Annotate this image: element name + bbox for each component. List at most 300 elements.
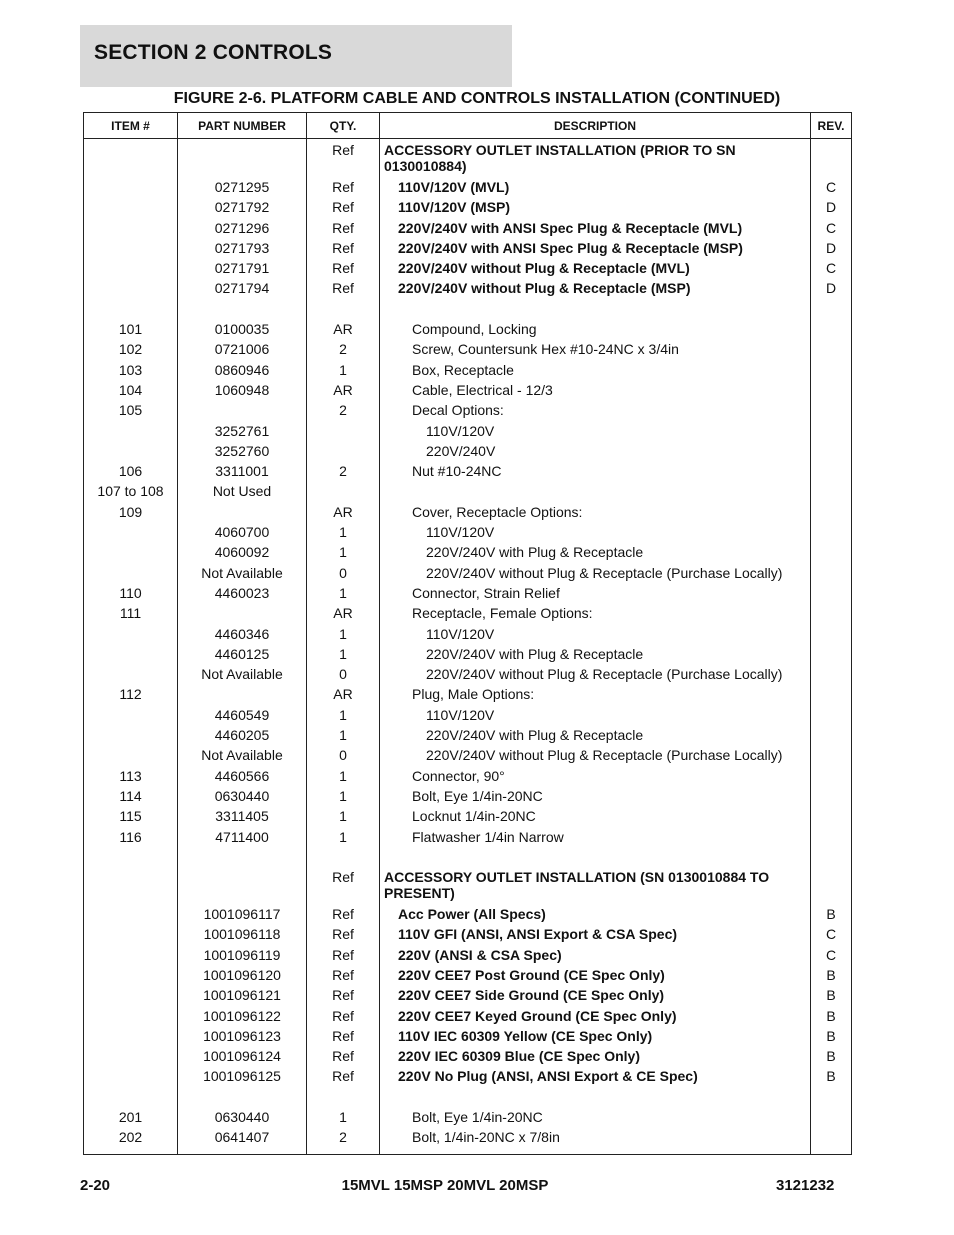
description-text: 110V/120V [426, 706, 495, 723]
revision-cell [811, 524, 852, 544]
table-row [84, 1028, 852, 1048]
description-cell [380, 605, 811, 625]
table-row [84, 1089, 852, 1109]
description-cell [380, 565, 811, 585]
table-row [84, 240, 852, 260]
table-row [84, 707, 852, 727]
part-number-cell: 0271794 [178, 280, 307, 300]
section-title: SECTION 2 CONTROLS [94, 41, 333, 64]
description-text: 110V/120V [426, 524, 495, 541]
quantity-cell: 2 [307, 341, 380, 361]
description-text: Cable, Electrical - 12/3 [412, 381, 553, 398]
description-text: 220V/240V without Plug & Receptacle (MVL) [398, 260, 690, 277]
part-number-cell: 4460205 [178, 727, 307, 747]
description-cell [380, 829, 811, 849]
parts-table [83, 112, 852, 1155]
description-cell [380, 1089, 811, 1109]
table-row [84, 280, 852, 300]
part-number-cell: 0271791 [178, 260, 307, 280]
part-number-cell: 3311001 [178, 463, 307, 483]
description-cell [380, 179, 811, 199]
table-row [84, 179, 852, 199]
revision-cell [811, 301, 852, 321]
part-number-cell: 4460125 [178, 646, 307, 666]
part-number-cell: 4460549 [178, 707, 307, 727]
part-number-cell: 4460346 [178, 626, 307, 646]
part-number-cell: 1001096122 [178, 1008, 307, 1028]
item-number-cell [84, 869, 178, 906]
table-row [84, 967, 852, 987]
quantity-cell: 1 [307, 727, 380, 747]
description-cell [380, 260, 811, 280]
part-number-cell: 4711400 [178, 829, 307, 849]
quantity-cell: 1 [307, 544, 380, 564]
part-number-cell: 3252761 [178, 423, 307, 443]
quantity-cell: 1 [307, 768, 380, 788]
revision-cell: C [811, 220, 852, 240]
part-number-cell [178, 1089, 307, 1109]
item-number-cell: 114 [84, 788, 178, 808]
description-cell [380, 788, 811, 808]
quantity-cell: Ref [307, 967, 380, 987]
revision-cell [811, 1089, 852, 1109]
table-row [84, 1048, 852, 1068]
page-number: 2-20 [80, 1177, 111, 1194]
table-row [84, 646, 852, 666]
revision-cell [811, 483, 852, 503]
description-text: 220V/240V with Plug & Receptacle [426, 727, 644, 744]
table-row [84, 686, 852, 706]
revision-cell: B [811, 967, 852, 987]
table-row [84, 443, 852, 463]
description-text: 220V/240V with ANSI Spec Plug & Receptacle (MVL) [398, 219, 743, 236]
description-cell [380, 362, 811, 382]
quantity-cell: Ref [307, 1028, 380, 1048]
description-cell [380, 626, 811, 646]
item-number-cell [84, 301, 178, 321]
part-number-cell: 4460566 [178, 768, 307, 788]
part-number-cell: 0271296 [178, 220, 307, 240]
item-number-cell: 116 [84, 829, 178, 849]
revision-cell: D [811, 280, 852, 300]
item-number-cell [84, 1068, 178, 1088]
description-cell [380, 1048, 811, 1068]
item-number-cell [84, 524, 178, 544]
description-cell [380, 544, 811, 564]
revision-cell [811, 869, 852, 906]
description-cell [380, 906, 811, 926]
description-text: Flatwasher 1/4in Narrow [412, 828, 564, 845]
revision-cell [811, 727, 852, 747]
item-number-cell [84, 220, 178, 240]
part-number-cell: 0721006 [178, 341, 307, 361]
description-text: 220V/240V with Plug & Receptacle [426, 544, 644, 561]
part-number-cell: 1001096120 [178, 967, 307, 987]
revision-cell [811, 585, 852, 605]
part-number-cell: Not Available [178, 565, 307, 585]
description-cell [380, 524, 811, 544]
item-number-cell [84, 626, 178, 646]
quantity-cell [307, 443, 380, 463]
table-row [84, 301, 852, 321]
description-cell [380, 402, 811, 422]
revision-cell [811, 504, 852, 524]
description-cell [380, 280, 811, 300]
item-number-cell: 202 [84, 1129, 178, 1154]
description-cell [380, 768, 811, 788]
quantity-cell: AR [307, 686, 380, 706]
description-cell [380, 967, 811, 987]
table-row [84, 788, 852, 808]
quantity-cell: 1 [307, 362, 380, 382]
revision-cell [811, 544, 852, 564]
quantity-cell: 0 [307, 565, 380, 585]
description-cell [380, 382, 811, 402]
table-row [84, 382, 852, 402]
description-text: 220V CEE7 Post Ground (CE Spec Only) [398, 966, 665, 983]
item-number-cell: 101 [84, 321, 178, 341]
table-row [84, 504, 852, 524]
description-text: Bolt, Eye 1/4in-20NC [412, 787, 543, 804]
column-header-part-number: PART NUMBER [178, 113, 307, 139]
table-row [84, 423, 852, 443]
description-cell [380, 199, 811, 219]
quantity-cell [307, 849, 380, 869]
description-text: 220V CEE7 Keyed Ground (CE Spec Only) [398, 1007, 677, 1024]
quantity-cell: AR [307, 504, 380, 524]
description-text: 220V/240V without Plug & Receptacle (Purchase Locally) [426, 564, 783, 581]
part-number-cell [178, 869, 307, 906]
table-row [84, 321, 852, 341]
item-number-cell: 104 [84, 382, 178, 402]
quantity-cell: 1 [307, 524, 380, 544]
quantity-cell [307, 301, 380, 321]
description-text: ACCESSORY OUTLET INSTALLATION (SN 0130010884 TO PRESENT) [384, 869, 770, 902]
item-number-cell [84, 443, 178, 463]
part-number-cell: 1001096123 [178, 1028, 307, 1048]
quantity-cell: 0 [307, 747, 380, 767]
description-text: 220V (ANSI & CSA Spec) [398, 946, 562, 963]
revision-cell [811, 646, 852, 666]
description-text: 110V/120V (MVL) [398, 179, 510, 195]
item-number-cell [84, 849, 178, 869]
description-cell [380, 463, 811, 483]
item-number-cell [84, 987, 178, 1007]
description-cell [380, 443, 811, 463]
item-number-cell [84, 240, 178, 260]
column-header-description: DESCRIPTION [380, 113, 811, 139]
description-text: 220V No Plug (ANSI, ANSI Export & CE Spec) [398, 1068, 698, 1085]
quantity-cell: AR [307, 382, 380, 402]
item-number-cell: 110 [84, 585, 178, 605]
table-row [84, 605, 852, 625]
description-cell [380, 1109, 811, 1129]
part-number-cell: 1001096125 [178, 1068, 307, 1088]
revision-cell [811, 666, 852, 686]
section-banner [80, 25, 512, 87]
item-number-cell: 109 [84, 504, 178, 524]
description-text: Cover, Receptacle Options: [412, 503, 583, 520]
description-text: Bolt, Eye 1/4in-20NC [412, 1109, 543, 1126]
revision-cell [811, 463, 852, 483]
description-cell [380, 747, 811, 767]
table-row [84, 483, 852, 503]
quantity-cell: 1 [307, 585, 380, 605]
item-number-cell: 103 [84, 362, 178, 382]
item-number-cell: 201 [84, 1109, 178, 1129]
part-number-cell [178, 301, 307, 321]
description-cell [380, 240, 811, 260]
description-cell [380, 947, 811, 967]
revision-cell: D [811, 240, 852, 260]
quantity-cell: AR [307, 321, 380, 341]
description-text: Connector, 90° [412, 767, 505, 784]
item-number-cell: 113 [84, 768, 178, 788]
description-text: 220V/240V with Plug & Receptacle [426, 645, 644, 662]
description-text: 110V IEC 60309 Yellow (CE Spec Only) [398, 1027, 653, 1044]
revision-cell: C [811, 926, 852, 946]
part-number-cell: 1060948 [178, 382, 307, 402]
part-number-cell: 3311405 [178, 808, 307, 828]
table-row [84, 260, 852, 280]
description-text: Receptacle, Female Options: [412, 605, 593, 622]
revision-cell [811, 605, 852, 625]
revision-cell [811, 1129, 852, 1154]
item-number-cell: 111 [84, 605, 178, 625]
description-cell [380, 139, 811, 180]
revision-cell: B [811, 1008, 852, 1028]
description-text: 220V IEC 60309 Blue (CE Spec Only) [398, 1048, 640, 1065]
quantity-cell: 1 [307, 646, 380, 666]
item-number-cell [84, 280, 178, 300]
part-number-cell: 1001096124 [178, 1048, 307, 1068]
revision-cell: B [811, 1028, 852, 1048]
quantity-cell: Ref [307, 1008, 380, 1028]
description-cell [380, 585, 811, 605]
table-row [84, 565, 852, 585]
table-row [84, 402, 852, 422]
item-number-cell [84, 139, 178, 180]
description-text: 110V/120V [426, 625, 495, 642]
part-number-cell [178, 686, 307, 706]
item-number-cell [84, 1048, 178, 1068]
description-cell [380, 504, 811, 524]
item-number-cell: 105 [84, 402, 178, 422]
part-number-cell [178, 849, 307, 869]
table-row [84, 199, 852, 219]
description-cell [380, 1028, 811, 1048]
part-number-cell [178, 402, 307, 422]
revision-cell: B [811, 1068, 852, 1088]
description-text: 220V/240V without Plug & Receptacle (Purchase Locally) [426, 666, 783, 683]
column-header-rev: REV. [811, 113, 852, 139]
description-text: Nut #10-24NC [412, 463, 502, 480]
part-number-cell: 4060700 [178, 524, 307, 544]
description-text: 110V GFI (ANSI, ANSI Export & CSA Spec) [398, 926, 678, 943]
part-number-cell: 4460023 [178, 585, 307, 605]
part-number-cell: 0271295 [178, 179, 307, 199]
quantity-cell: Ref [307, 987, 380, 1007]
revision-cell [811, 382, 852, 402]
table-row [84, 1109, 852, 1129]
description-text: 220V/240V [426, 442, 496, 459]
table-row [84, 1129, 852, 1154]
item-number-cell [84, 727, 178, 747]
quantity-cell: Ref [307, 240, 380, 260]
revision-cell [811, 808, 852, 828]
description-text: 220V/240V without Plug & Receptacle (Purchase Locally) [426, 747, 783, 764]
item-number-cell [84, 967, 178, 987]
description-cell [380, 301, 811, 321]
quantity-cell: AR [307, 605, 380, 625]
part-number-cell: 0630440 [178, 1109, 307, 1129]
description-text: Decal Options: [412, 402, 504, 419]
item-number-cell [84, 1089, 178, 1109]
table-header-row [84, 113, 852, 139]
table-row [84, 926, 852, 946]
description-cell [380, 987, 811, 1007]
item-number-cell: 107 to 108 [84, 483, 178, 503]
quantity-cell: Ref [307, 139, 380, 180]
item-number-cell [84, 179, 178, 199]
part-number-cell: 0271792 [178, 199, 307, 219]
table-row [84, 768, 852, 788]
model-list: 15MVL 15MSP 20MVL 20MSP [341, 1177, 549, 1194]
part-number-cell: 1001096117 [178, 906, 307, 926]
quantity-cell: Ref [307, 926, 380, 946]
quantity-cell: 2 [307, 463, 380, 483]
table-row [84, 849, 852, 869]
revision-cell: C [811, 260, 852, 280]
table-row [84, 906, 852, 926]
description-text: 220V CEE7 Side Ground (CE Spec Only) [398, 987, 665, 1004]
description-cell [380, 869, 811, 906]
table-row [84, 1008, 852, 1028]
description-text: 220V/240V with ANSI Spec Plug & Receptacle (MSP) [398, 239, 743, 256]
quantity-cell: 1 [307, 788, 380, 808]
item-number-cell [84, 926, 178, 946]
quantity-cell: 2 [307, 1129, 380, 1154]
quantity-cell: 1 [307, 707, 380, 727]
quantity-cell: Ref [307, 179, 380, 199]
table-row [84, 362, 852, 382]
description-cell [380, 926, 811, 946]
quantity-cell: 2 [307, 402, 380, 422]
description-text: Compound, Locking [412, 321, 537, 338]
part-number-cell: 0100035 [178, 321, 307, 341]
part-number-cell: 3252760 [178, 443, 307, 463]
quantity-cell: 1 [307, 808, 380, 828]
description-cell [380, 849, 811, 869]
description-cell [380, 646, 811, 666]
part-number-cell [178, 504, 307, 524]
description-cell [380, 1068, 811, 1088]
table-row [84, 727, 852, 747]
quantity-cell [307, 1089, 380, 1109]
item-number-cell [84, 565, 178, 585]
revision-cell [811, 829, 852, 849]
table-row [84, 585, 852, 605]
description-text: 110V/120V [426, 422, 495, 439]
description-text: Plug, Male Options: [412, 686, 535, 703]
revision-cell [811, 849, 852, 869]
item-number-cell [84, 906, 178, 926]
part-number-cell: 1001096119 [178, 947, 307, 967]
table-row [84, 666, 852, 686]
table-row [84, 463, 852, 483]
revision-cell [811, 321, 852, 341]
description-cell [380, 483, 811, 503]
description-text: 110V/120V (MSP) [398, 199, 511, 216]
quantity-cell: Ref [307, 947, 380, 967]
description-cell [380, 707, 811, 727]
item-number-cell: 102 [84, 341, 178, 361]
revision-cell [811, 1109, 852, 1129]
table-row [84, 544, 852, 564]
revision-cell [811, 747, 852, 767]
table-row [84, 829, 852, 849]
description-text: Box, Receptacle [412, 361, 514, 378]
column-header-qty: QTY. [307, 113, 380, 139]
description-cell [380, 686, 811, 706]
description-text: Screw, Countersunk Hex #10-24NC x 3/4in [412, 341, 679, 358]
part-number-cell: 0641407 [178, 1129, 307, 1154]
part-number-cell: Not Available [178, 747, 307, 767]
revision-cell [811, 626, 852, 646]
table-row [84, 524, 852, 544]
table-body [84, 139, 852, 1155]
description-text: 220V/240V without Plug & Receptacle (MSP) [398, 280, 691, 297]
description-cell [380, 808, 811, 828]
revision-cell [811, 362, 852, 382]
table-row [84, 747, 852, 767]
revision-cell: C [811, 947, 852, 967]
document-number: 3121232 [776, 1177, 835, 1194]
description-text: Locknut 1/4in-20NC [412, 808, 536, 825]
part-number-cell [178, 139, 307, 180]
part-number-cell: Not Used [178, 483, 307, 503]
revision-cell [811, 423, 852, 443]
revision-cell: B [811, 987, 852, 1007]
item-number-cell [84, 666, 178, 686]
revision-cell [811, 341, 852, 361]
revision-cell [811, 443, 852, 463]
item-number-cell [84, 423, 178, 443]
item-number-cell [84, 707, 178, 727]
item-number-cell [84, 260, 178, 280]
description-cell [380, 1129, 811, 1154]
part-number-cell: Not Available [178, 666, 307, 686]
description-cell [380, 1008, 811, 1028]
item-number-cell [84, 947, 178, 967]
quantity-cell: 1 [307, 829, 380, 849]
revision-cell [811, 768, 852, 788]
quantity-cell: Ref [307, 1048, 380, 1068]
quantity-cell: Ref [307, 1068, 380, 1088]
description-cell [380, 341, 811, 361]
part-number-cell [178, 605, 307, 625]
quantity-cell: 1 [307, 1109, 380, 1129]
quantity-cell: Ref [307, 906, 380, 926]
revision-cell: B [811, 1048, 852, 1068]
description-text: ACCESSORY OUTLET INSTALLATION (PRIOR TO SN 0130010884) [384, 142, 736, 174]
quantity-cell: Ref [307, 260, 380, 280]
description-cell [380, 321, 811, 341]
part-number-cell: 4060092 [178, 544, 307, 564]
description-cell [380, 423, 811, 443]
table-row [84, 626, 852, 646]
item-number-cell: 115 [84, 808, 178, 828]
